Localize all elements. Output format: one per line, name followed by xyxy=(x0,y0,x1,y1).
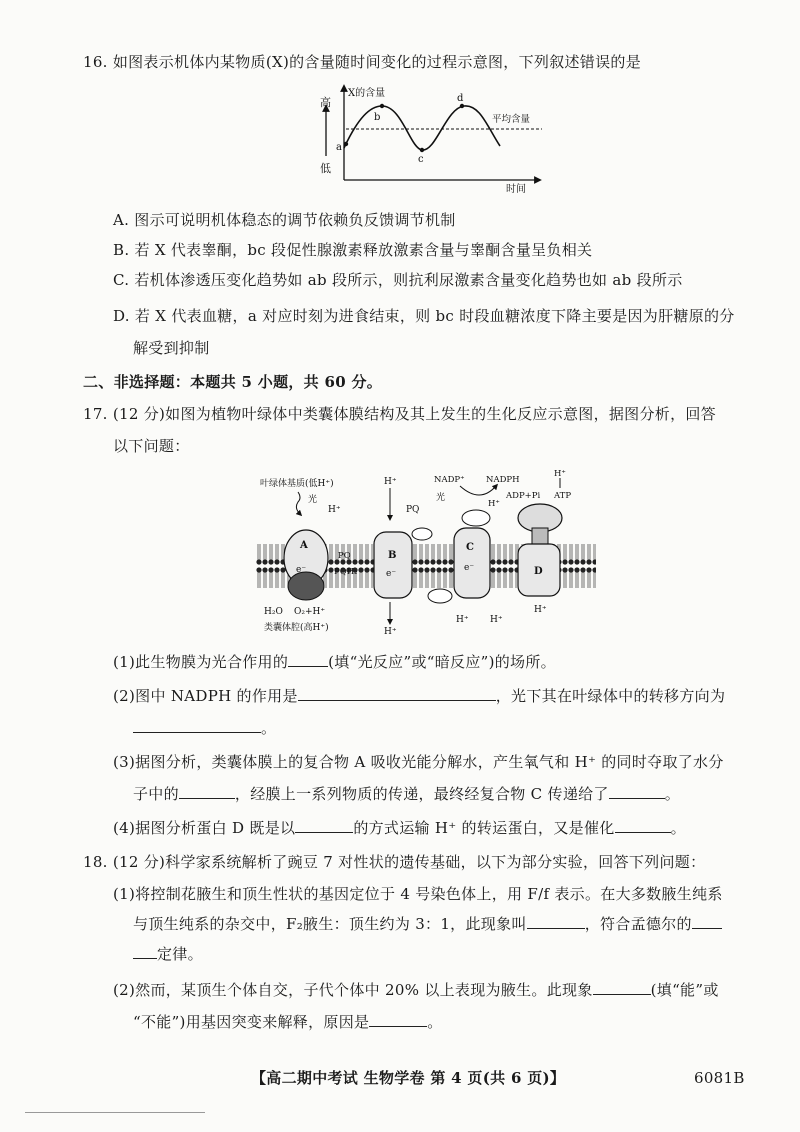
q18-p2-blank-2[interactable] xyxy=(369,1012,427,1027)
h-label-5: H⁺ xyxy=(456,615,469,625)
q16-option-b: B. 若 X 代表睾酮，bc 段促性腺激素释放激素含量与睾酮含量呈负相关 xyxy=(113,241,593,259)
q17-part3-line2 xyxy=(133,784,680,804)
light2-label: 光 xyxy=(436,493,446,503)
bottom-rule xyxy=(25,1112,205,1113)
q18-p1-blank-1[interactable] xyxy=(527,914,585,929)
q16-option-d-line1: D. 若 X 代表血糖，a 对应时刻为进食结束，则 bc 时段血糖浓度下降主要是因为肝糖原的分 xyxy=(113,307,735,325)
point-b-label: b xyxy=(374,112,381,123)
q17-p3-text-b: 子中的 xyxy=(133,785,179,803)
point-a-label: a xyxy=(336,142,342,153)
nadp-arrow xyxy=(460,486,496,495)
average-label: 平均含量 xyxy=(492,114,531,125)
atp-label: ATP xyxy=(554,491,572,501)
q18-part1-line1: (1)将控制花腋生和顶生性状的基因定位于 4 号染色体上，用 F/f 表示。在大多数腋生纯系 xyxy=(113,885,723,903)
q18-p2-text-d: 。 xyxy=(427,1013,443,1031)
section2-heading: 二、非选择题：本题共 5 小题，共 60 分。 xyxy=(83,373,383,391)
e-label-a: e⁻ xyxy=(296,565,307,575)
q18-stem: 18. (12 分)科学家系统解析了豌豆 7 对性状的遗传基础，以下为部分实验，回答下列问题： xyxy=(83,853,706,871)
q18-part1-line3 xyxy=(133,944,203,964)
q17-p2-blank-2[interactable] xyxy=(133,718,261,733)
q17-p4-blank-2[interactable] xyxy=(615,818,671,833)
q17-stem-line2: 以下问题： xyxy=(113,437,190,455)
q17-p2-text-c: 。 xyxy=(261,719,277,737)
h-label-8: H⁺ xyxy=(534,605,547,615)
q18-p1-blank-2b[interactable] xyxy=(133,944,157,959)
high-label: 高 xyxy=(320,96,331,109)
e-label-b: e⁻ xyxy=(386,569,397,579)
q16-curve-figure xyxy=(310,82,560,194)
q17-p1-blank[interactable] xyxy=(288,652,328,667)
point-b-dot xyxy=(380,104,384,108)
h-label-6: H⁺ xyxy=(490,615,503,625)
h-label-3: H⁺ xyxy=(384,627,397,637)
h-label-7: H⁺ xyxy=(554,469,566,479)
point-c-label: c xyxy=(418,154,424,165)
complex-c-label: C xyxy=(466,542,474,553)
q18-p2-text-b: (填“能”或 xyxy=(650,981,719,999)
point-d-dot xyxy=(460,104,464,108)
q17-stem-line1: 17. (12 分)如图为植物叶绿体中类囊体膜结构及其上发生的生化反应示意图，据图分析，回答 xyxy=(83,405,716,423)
q17-p4-text-c: 。 xyxy=(670,819,686,837)
point-a-dot xyxy=(344,142,348,146)
point-d-label: d xyxy=(457,93,464,104)
h-label-1: H⁺ xyxy=(328,505,341,515)
x-content-curve xyxy=(344,106,500,150)
q16-stem: 16. 如图表示机体内某物质(X)的含量随时间变化的过程示意图，下列叙述错误的是 xyxy=(83,53,642,71)
y-axis-label: X的含量 xyxy=(348,88,386,99)
pq-inner-label: PQ xyxy=(338,551,351,561)
h-label-4: H⁺ xyxy=(488,499,500,509)
q17-part3-line1: (3)据图分析，类囊体膜上的复合物 A 吸收光能分解水，产生氧气和 H⁺ 的同时夺取了水分 xyxy=(113,753,724,771)
q17-p4-blank-1[interactable] xyxy=(295,818,353,833)
q18-p2-text-a: (2)然而，某顶生个体自交，子代个体中 20% 以上表现为腋生。此现象 xyxy=(113,981,593,999)
q17-thylakoid-figure xyxy=(250,462,600,640)
q17-p3-text-c: ，经膜上一系列物质的传递，最终经复合物 C 传递给了 xyxy=(234,785,609,803)
pqh2-label: PQH₂ xyxy=(334,567,358,577)
q18-p2-blank-1[interactable] xyxy=(593,980,651,995)
q17-p1-text-b: (填“光反应”或“暗反应”)的场所。 xyxy=(328,653,556,671)
q18-part1-line2 xyxy=(133,914,722,934)
complex-b xyxy=(374,532,412,598)
q17-p1-text-a: (1)此生物膜为光合作用的 xyxy=(113,653,289,671)
light1-arrow xyxy=(296,492,300,514)
q17-p4-text-a: (4)据图分析蛋白 D 既是以 xyxy=(113,819,296,837)
q18-p1-blank-2a[interactable] xyxy=(692,914,722,929)
carrier-oval-2 xyxy=(428,589,452,603)
q18-p2-text-c: “不能”)用基因突变来解释，原因是 xyxy=(133,1013,370,1031)
exam-code: 6081B xyxy=(694,1069,745,1087)
q17-p3-blank-2[interactable] xyxy=(609,784,665,799)
nadph-label: NADPH xyxy=(486,475,520,485)
q16-option-c: C. 若机体渗透压变化趋势如 ab 段所示，则抗利尿激素含量变化趋势也如 ab 段所示 xyxy=(113,271,683,289)
x-axis-label: 时间 xyxy=(506,184,526,194)
q17-part2 xyxy=(113,686,725,706)
h2o-label: H₂O xyxy=(264,607,283,617)
complex-b-label: B xyxy=(388,550,397,561)
q17-p4-text-b: 的方式运输 H⁺ 的转运蛋白，又是催化 xyxy=(353,819,615,837)
light1-label: 光 xyxy=(308,495,318,505)
complex-a-label: A xyxy=(300,540,308,551)
q17-part4 xyxy=(113,818,686,838)
q17-p2-text-b: ，光下其在叶绿体中的转移方向为 xyxy=(495,687,726,705)
q16-option-a: A. 图示可说明机体稳态的调节依赖负反馈调节机制 xyxy=(113,211,456,229)
point-c-dot xyxy=(420,148,424,152)
q17-part2-cont xyxy=(133,718,276,738)
pq-top-label: PQ xyxy=(406,505,420,515)
q18-p1-text-d: 定律。 xyxy=(157,945,203,963)
e-label-c: e⁻ xyxy=(464,563,475,573)
carrier-oval-3 xyxy=(462,510,490,526)
stroma-label: 叶绿体基质(低H⁺) xyxy=(260,479,334,489)
h-label-2: H⁺ xyxy=(384,477,397,487)
q17-p2-blank-1[interactable] xyxy=(298,686,496,701)
o2-label: O₂+H⁺ xyxy=(294,607,326,617)
q17-p3-blank-1[interactable] xyxy=(179,784,235,799)
q18-part2-line1 xyxy=(113,980,719,1000)
complex-a-lower xyxy=(288,572,324,600)
q17-p2-text-a: (2)图中 NADPH 的作用是 xyxy=(113,687,298,705)
lumen-label: 类囊体腔(高H⁺) xyxy=(264,623,329,633)
protein-d-label: D xyxy=(534,566,543,577)
q17-p3-text-d: 。 xyxy=(664,785,681,803)
page-footer: 【高二期中考试 生物学卷 第 4 页(共 6 页)】 xyxy=(251,1069,566,1087)
q16-option-d-line2: 解受到抑制 xyxy=(133,339,210,357)
adp-label: ADP+Pi xyxy=(506,491,541,501)
q18-p1-text-c: ，符合孟德尔的 xyxy=(584,915,692,933)
carrier-oval-1 xyxy=(412,528,432,540)
q17-part1 xyxy=(113,652,556,672)
q18-part2-line2 xyxy=(133,1012,443,1032)
q18-p1-text-b: 与顶生纯系的杂交中，F₂腋生：顶生约为 3：1，此现象叫 xyxy=(133,915,527,933)
nadp-label: NADP⁺ xyxy=(434,475,465,485)
low-label: 低 xyxy=(320,162,331,175)
